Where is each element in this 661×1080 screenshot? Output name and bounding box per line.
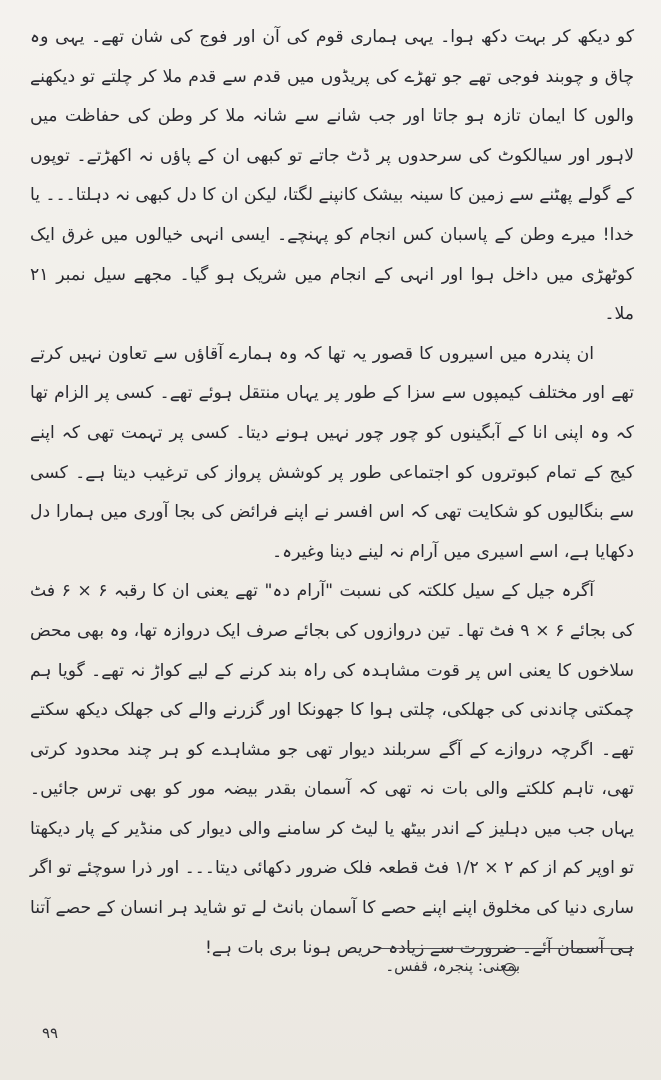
footnote-divider [380,948,634,949]
paragraph-3: آگرہ جیل کے سیل کلکتہ کی نسبت "آرام دہ" تھے یعنی ان کا رقبہ ۶ × ۶ فٹ کی بجائے ۶ × ۹ فٹ تھا۔ تین دروازوں کی بجائے صرف ایک دروازہ تھا، وہ بھی محض سلاخوں کا یعنی اس پر قوت مشاہدہ کی راہ بند کرنے کے لیے کواڑ نہ تھے۔ گویا ہم چمکتی چاندنی کی جھلکی، چلتی ہوا کا جھونکا اور گزرنے والے کی جھلک دیکھ سکتے تھے۔ اگرچہ دروازے کے آگے سربلند دیوار تھی جو مشاہدے کو ہر چند محدود کرتی تھی، تاہم کلکتے والی بات نہ تھی کہ آسمان بقدر بیضہ مور کو بھی ترس جائیں۔ یہاں جب میں دہلیز کے اندر بیٹھ یا لیٹ کر سامنے والی دیوار کی منڈیر کے پار دیکھتا تو اوپر کم از کم ۲ × ۱/۲ فٹ قطعہ فلک ضرور دکھائی دیتا۔۔۔ اور ذرا سوچئے تو اگر ساری دنیا کی مخلوق اپنے اپنے حصے کا آسمان بانٹ لے تو شاید ہر انسان کے حصے آتنا ہی آسمان آئے۔ ضرورت سے زیادہ حریص ہونا بری بات ہے! [30,581,635,958]
footnote: بمعنی: پنجرہ، قفس۔ [385,957,520,975]
body-text [30,18,634,968]
paragraph-2: ان پندرہ میں اسیروں کا قصور یہ تھا کہ وہ ہمارے آقاؤں سے تعاون نہیں کرتے تھے اور مختلف کیمپوں سے سزا کے طور پر یہاں منتقل ہوئے تھے۔ کسی پر الزام تھا کہ وہ اپنی انا کے آبگینوں کو چور چور نہیں ہونے دیتا۔ کسی پر تہمت تھی کہ اپنے کیج کے تمام کبوتروں کو اجتماعی طور پر کوشش پرواز کی ترغیب دیتا ہے۔ کسی سے بنگالیوں کو شکایت تھی کہ اس افسر نے اپنے فرائض کی بجا آوری میں ہمارا دل دکھایا ہے، اسے اسیری میں آرام نہ لینے دینا وغیرہ۔ [30,343,634,562]
page-number: ۹۹ [42,1024,59,1042]
paragraph-1: کو دیکھ کر بہت دکھ ہوا۔ یہی ہماری قوم کی آن اور فوج کی شان تھے۔ یہی وہ چاق و چوبند فوجی تھے جو تھڑے کی پریڈوں میں قدم سے قدم ملا کر چلتے تو دیکھنے والوں کا ایمان تازہ ہو جاتا اور جب شانے سے شانہ ملا کر وطن کی حفاظت میں لاہور اور سیالکوٹ کی سرحدوں پر ڈٹ جاتے تو کبھی ان کے پاؤں نہ اکھڑتے۔ توپوں کے گولے پھٹنے سے زمین کا سینہ بیشک کانپنے لگتا، لیکن ان کا دل کبھی نہ دہلتا۔۔۔ یا خدا! میرے وطن کے پاسبان کس انجام کو پہنچے۔ ایسی انہی خیالوں میں غرق ایک کوٹھڑی میں داخل ہوا اور انہی کے انجام میں شریک ہو گیا۔ مجھے سیل نمبر ۲۱ ملا۔ [30,27,634,325]
